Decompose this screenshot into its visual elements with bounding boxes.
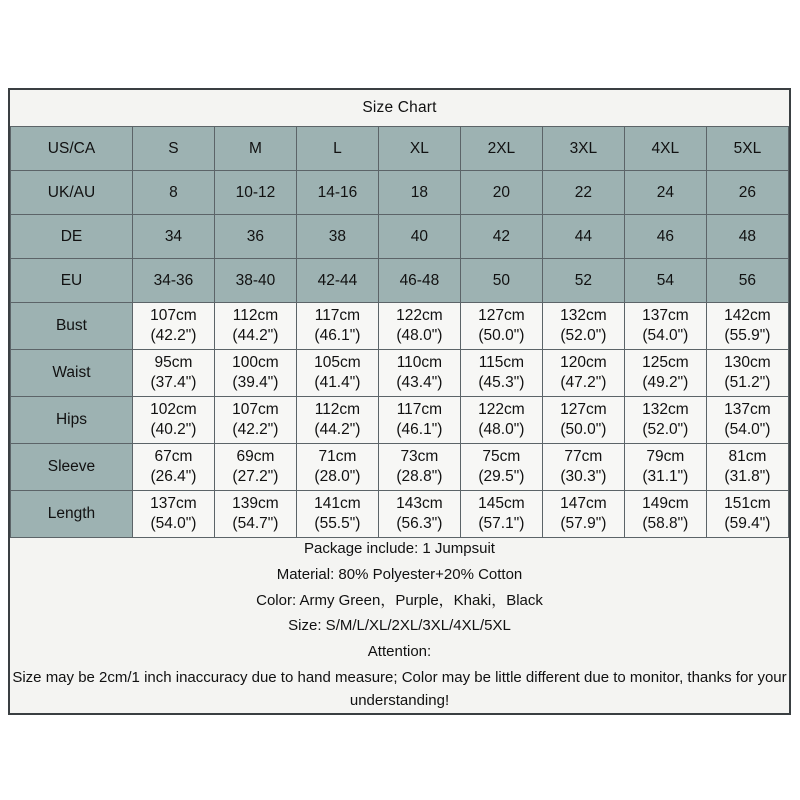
- value-cm: 132cm: [642, 400, 689, 418]
- value-cm: 95cm: [154, 353, 193, 371]
- value-inch: (46.1"): [396, 421, 443, 438]
- cell-sleeve-3xl: [542, 444, 624, 491]
- cell-us-ca-xl: XL: [378, 127, 460, 171]
- note-material: Material: 80% Polyester+20% Cotton: [276, 565, 523, 583]
- cell-eu-3xl: 52: [542, 259, 624, 303]
- value-cm: 107cm: [150, 306, 197, 324]
- cell-us-ca-4xl: 4XL: [624, 127, 706, 171]
- cell-de-xl: 40: [378, 215, 460, 259]
- note-size: Size: S/M/L/XL/2XL/3XL/4XL/5XL: [288, 617, 511, 635]
- value-inch: (58.8"): [642, 515, 689, 532]
- value-inch: (28.8"): [396, 468, 443, 485]
- cell-us-ca-m: M: [214, 127, 296, 171]
- value-cm: 151cm: [724, 494, 771, 512]
- cell-us-ca-3xl: 3XL: [542, 127, 624, 171]
- row-label-de: DE: [11, 215, 133, 259]
- table-row-sleeve: [11, 444, 789, 491]
- value-inch: (55.5"): [314, 515, 361, 532]
- row-label-waist: Waist: [11, 350, 133, 397]
- row-label-hips: Hips: [11, 397, 133, 444]
- value-cm: 143cm: [396, 494, 443, 512]
- cell-waist-l: [296, 350, 378, 397]
- value-cm: 81cm: [728, 447, 767, 465]
- value-inch: (49.2"): [642, 374, 689, 391]
- value-inch: (31.8"): [724, 468, 771, 485]
- cell-hips-xl: [378, 397, 460, 444]
- size-chart-table: [10, 90, 789, 713]
- value-cm: 117cm: [314, 306, 361, 324]
- note-color: Color: Army Green，Purple，Khaki，Black: [256, 591, 543, 609]
- value-inch: (29.5"): [478, 468, 525, 485]
- value-cm: 120cm: [560, 353, 607, 371]
- value-cm: 137cm: [724, 400, 771, 418]
- value-inch: (43.4"): [396, 374, 443, 391]
- cell-eu-xl: 46-48: [378, 259, 460, 303]
- note-attention-label: Attention:: [367, 643, 432, 661]
- value-cm: 69cm: [236, 447, 275, 465]
- cell-sleeve-4xl: [624, 444, 706, 491]
- table-row-de: [11, 215, 789, 259]
- cell-bust-s: [132, 303, 214, 350]
- value-inch: (54.7"): [232, 515, 279, 532]
- cell-bust-4xl: [624, 303, 706, 350]
- value-inch: (31.1"): [642, 468, 689, 485]
- table-row-hips: [11, 397, 789, 444]
- cell-uk-au-s: 8: [132, 171, 214, 215]
- value-cm: 145cm: [478, 494, 525, 512]
- value-inch: (28.0"): [314, 468, 361, 485]
- value-cm: 127cm: [560, 400, 607, 418]
- cell-waist-2xl: [460, 350, 542, 397]
- value-inch: (54.0"): [724, 421, 771, 438]
- cell-eu-4xl: 54: [624, 259, 706, 303]
- value-cm: 141cm: [314, 494, 361, 512]
- cell-bust-l: [296, 303, 378, 350]
- cell-sleeve-2xl: [460, 444, 542, 491]
- value-cm: 149cm: [642, 494, 689, 512]
- row-label-eu: EU: [11, 259, 133, 303]
- value-inch: (42.2"): [232, 421, 279, 438]
- value-inch: (48.0"): [396, 327, 443, 344]
- cell-bust-xl: [378, 303, 460, 350]
- value-cm: 132cm: [560, 306, 607, 324]
- cell-waist-m: [214, 350, 296, 397]
- cell-de-2xl: 42: [460, 215, 542, 259]
- value-inch: (50.0"): [478, 327, 525, 344]
- value-inch: (52.0"): [642, 421, 689, 438]
- cell-hips-m: [214, 397, 296, 444]
- cell-uk-au-2xl: 20: [460, 171, 542, 215]
- value-cm: 125cm: [642, 353, 689, 371]
- cell-length-3xl: [542, 491, 624, 538]
- value-cm: 71cm: [318, 447, 357, 465]
- value-inch: (37.4"): [150, 374, 197, 391]
- value-inch: (40.2"): [150, 421, 197, 438]
- value-inch: (51.2"): [724, 374, 771, 391]
- value-inch: (50.0"): [560, 421, 607, 438]
- cell-eu-5xl: 56: [706, 259, 788, 303]
- product-notes: [11, 538, 789, 713]
- value-inch: (42.2"): [150, 327, 197, 344]
- cell-uk-au-l: 14-16: [296, 171, 378, 215]
- cell-uk-au-4xl: 24: [624, 171, 706, 215]
- value-cm: 110cm: [396, 353, 443, 371]
- value-cm: 147cm: [560, 494, 607, 512]
- row-label-us-ca: US/CA: [11, 127, 133, 171]
- value-cm: 142cm: [724, 306, 771, 324]
- cell-eu-l: 42-44: [296, 259, 378, 303]
- cell-hips-5xl: [706, 397, 788, 444]
- cell-sleeve-l: [296, 444, 378, 491]
- cell-bust-5xl: [706, 303, 788, 350]
- row-label-length: Length: [11, 491, 133, 538]
- table-row-us-ca: [11, 127, 789, 171]
- table-row-eu: [11, 259, 789, 303]
- cell-hips-l: [296, 397, 378, 444]
- cell-waist-5xl: [706, 350, 788, 397]
- cell-sleeve-xl: [378, 444, 460, 491]
- cell-us-ca-2xl: 2XL: [460, 127, 542, 171]
- note-attention-body: Size may be 2cm/1 inch inaccuracy due to hand measure; Color may be little different due to monitor, thanks for your understanding!: [12, 668, 787, 709]
- value-inch: (56.3"): [396, 515, 443, 532]
- cell-bust-2xl: [460, 303, 542, 350]
- cell-length-m: [214, 491, 296, 538]
- cell-eu-2xl: 50: [460, 259, 542, 303]
- value-cm: 117cm: [396, 400, 443, 418]
- value-inch: (57.1"): [478, 515, 525, 532]
- cell-waist-3xl: [542, 350, 624, 397]
- cell-length-2xl: [460, 491, 542, 538]
- value-cm: 112cm: [314, 400, 361, 418]
- cell-length-s: [132, 491, 214, 538]
- value-cm: 77cm: [564, 447, 603, 465]
- value-inch: (52.0"): [560, 327, 607, 344]
- cell-uk-au-m: 10-12: [214, 171, 296, 215]
- value-inch: (26.4"): [150, 468, 197, 485]
- chart-title-row: [11, 90, 789, 127]
- value-cm: 107cm: [232, 400, 279, 418]
- cell-length-4xl: [624, 491, 706, 538]
- value-inch: (47.2"): [560, 374, 607, 391]
- cell-hips-2xl: [460, 397, 542, 444]
- table-row-length: [11, 491, 789, 538]
- cell-length-l: [296, 491, 378, 538]
- value-cm: 100cm: [232, 353, 279, 371]
- value-inch: (44.2"): [232, 327, 279, 344]
- value-inch: (44.2"): [314, 421, 361, 438]
- value-cm: 112cm: [232, 306, 279, 324]
- value-cm: 79cm: [646, 447, 685, 465]
- cell-length-xl: [378, 491, 460, 538]
- table-row-bust: [11, 303, 789, 350]
- cell-sleeve-5xl: [706, 444, 788, 491]
- cell-de-l: 38: [296, 215, 378, 259]
- note-package: Package include: 1 Jumpsuit: [304, 540, 495, 557]
- cell-waist-4xl: [624, 350, 706, 397]
- row-label-bust: Bust: [11, 303, 133, 350]
- cell-hips-4xl: [624, 397, 706, 444]
- product-notes-row: [11, 538, 789, 713]
- cell-waist-s: [132, 350, 214, 397]
- cell-hips-3xl: [542, 397, 624, 444]
- row-label-uk-au: UK/AU: [11, 171, 133, 215]
- cell-sleeve-s: [132, 444, 214, 491]
- value-cm: 105cm: [314, 353, 361, 371]
- page-title: Size Chart: [11, 90, 789, 127]
- cell-bust-3xl: [542, 303, 624, 350]
- cell-waist-xl: [378, 350, 460, 397]
- cell-de-3xl: 44: [542, 215, 624, 259]
- value-cm: 137cm: [642, 306, 689, 324]
- cell-bust-m: [214, 303, 296, 350]
- value-cm: 115cm: [478, 353, 525, 371]
- value-inch: (54.0"): [150, 515, 197, 532]
- value-inch: (39.4"): [232, 374, 279, 391]
- value-inch: (59.4"): [724, 515, 771, 532]
- value-inch: (27.2"): [232, 468, 279, 485]
- cell-de-4xl: 46: [624, 215, 706, 259]
- cell-de-5xl: 48: [706, 215, 788, 259]
- cell-de-m: 36: [214, 215, 296, 259]
- cell-sleeve-m: [214, 444, 296, 491]
- cell-us-ca-s: S: [132, 127, 214, 171]
- value-inch: (30.3"): [560, 468, 607, 485]
- row-label-sleeve: Sleeve: [11, 444, 133, 491]
- value-inch: (41.4"): [314, 374, 361, 391]
- value-cm: 73cm: [400, 447, 439, 465]
- value-cm: 122cm: [396, 306, 443, 324]
- value-cm: 102cm: [150, 400, 197, 418]
- value-cm: 139cm: [232, 494, 279, 512]
- value-inch: (48.0"): [478, 421, 525, 438]
- cell-hips-s: [132, 397, 214, 444]
- value-cm: 122cm: [478, 400, 525, 418]
- value-inch: (55.9"): [724, 327, 771, 344]
- cell-uk-au-xl: 18: [378, 171, 460, 215]
- table-row-waist: [11, 350, 789, 397]
- value-cm: 130cm: [724, 353, 771, 371]
- value-inch: (46.1"): [314, 327, 361, 344]
- cell-eu-s: 34-36: [132, 259, 214, 303]
- cell-eu-m: 38-40: [214, 259, 296, 303]
- cell-length-5xl: [706, 491, 788, 538]
- value-cm: 75cm: [482, 447, 521, 465]
- value-cm: 127cm: [478, 306, 525, 324]
- value-cm: 137cm: [150, 494, 197, 512]
- size-chart-container: [8, 88, 791, 715]
- cell-de-s: 34: [132, 215, 214, 259]
- value-inch: (57.9"): [560, 515, 607, 532]
- cell-uk-au-5xl: 26: [706, 171, 788, 215]
- value-inch: (45.3"): [478, 374, 525, 391]
- cell-us-ca-l: L: [296, 127, 378, 171]
- table-row-uk-au: [11, 171, 789, 215]
- cell-us-ca-5xl: 5XL: [706, 127, 788, 171]
- value-inch: (54.0"): [642, 327, 689, 344]
- cell-uk-au-3xl: 22: [542, 171, 624, 215]
- value-cm: 67cm: [154, 447, 193, 465]
